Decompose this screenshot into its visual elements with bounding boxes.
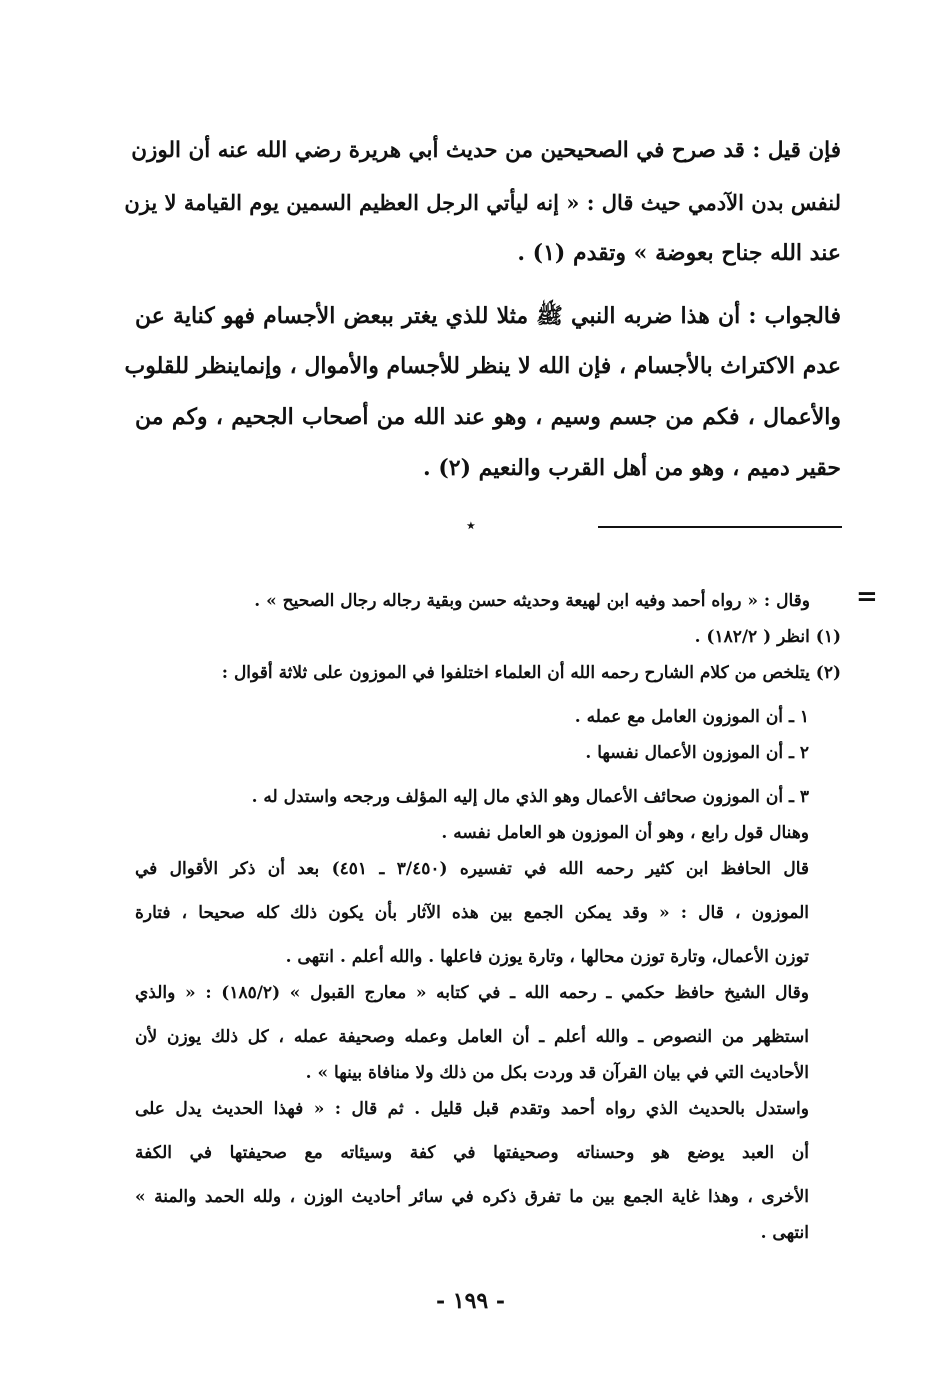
main-line: حقير دميم ، وهو من أهل القرب والنعيم (٢) . (423, 455, 841, 481)
footnote-line: ٣ ـ أن الموزون صحائف الأعمال وهو الذي مال إليه المؤلف ورجحه واستدل له . (251, 787, 809, 807)
footnote-line: وقال الشيخ حافظ حكمي ـ رحمه الله ـ في كتابه « معارج القبول » (١٨٥/٢) : « والذي (135, 983, 809, 1003)
footnote-line: الموزون ، قال : « وقد يمكن الجمع بين هذه الآثار بأن يكون ذلك كله صحيحا ، فتارة (135, 903, 809, 923)
footnote-line: استظهر من النصوص ـ والله أعلم ـ أن العامل وعمله وصحيفة عمله ، كل ذلك يوزن لأن (135, 1027, 809, 1047)
footnote-line: ٢ ـ أن الموزون الأعمال نفسها . (585, 743, 809, 763)
footnote-line: الأخرى ، وهذا غاية الجمع بين ما تفرق ذكره في سائر أحاديث الوزن ، ولله الحمد والمنة » (135, 1187, 809, 1207)
footnote-line: وقال : « رواه أحمد وفيه ابن لهيعة وحديثه حسن وبقية رجاله رجال الصحيح » . (254, 591, 810, 611)
footnote-line: الأحاديث التي في بيان القرآن قد وردت بكل من ذلك ولا منافاة بينها » . (305, 1063, 809, 1083)
main-line: لنفس بدن الآدمي حيث قال : « إنه ليأتي الرجل العظيم السمين يوم القيامة لا يزن (124, 190, 841, 215)
main-line: عند الله جناح بعوضة » وتقدم (١) . (517, 240, 841, 266)
footnote-line: وهنال قول رابع ، وهو أن الموزون هو العامل نفسه . (441, 823, 809, 843)
main-line: فإن قيل : قد صرح في الصحيحين من حديث أبي هريرة رضي الله عنه أن الوزن (131, 138, 841, 163)
divider-star-icon: ٭ (466, 515, 476, 536)
main-line: عدم الاكتراث بالأجسام ، فإن الله لا ينظر للأجسام والأموال ، وإنماينظر للقلوب (124, 353, 841, 379)
footnote-line: واستدل بالحديث الذي رواه أحمد وتقدم قبل قليل . ثم قال : « فهذا الحديث يدل على (135, 1099, 809, 1119)
footnote-line: توزن الأعمال، وتارة توزن محالها ، وتارة يوزن فاعلها . والله أعلم . انتهى . (285, 947, 809, 967)
footnote-line: (١) انظر ( ١٨٢/٢) . (694, 627, 841, 647)
continuation-mark: = (856, 582, 878, 612)
footnote-line: انتهى . (760, 1223, 809, 1243)
footnote-line: (٢) يتلخص من كلام الشارح رحمه الله أن العلماء اختلفوا في الموزون على ثلاثة أقوال : (221, 663, 841, 683)
footnote-separator (598, 526, 842, 528)
page-number: - ١٩٩ - (435, 1288, 506, 1314)
footnote-line: قال الحافظ ابن كثير رحمه الله في تفسيره (٣/٤٥٠ ـ ٤٥١) بعد أن ذكر الأقوال في (135, 859, 809, 879)
main-line: فالجواب : أن هذا ضربه النبي ﷺ مثلا للذي يغتر ببعض الأجسام فهو كناية عن (135, 303, 841, 329)
footnote-line: ١ ـ أن الموزون العامل مع عمله . (574, 707, 809, 727)
footnote-line: أن العبد يوضع هو وحسناته وصحيفتها في كفة وسيئاته مع صحيفتها في الكفة (135, 1143, 809, 1163)
main-line: والأعمال ، فكم من جسم وسيم ، وهو عند الله من أصحاب الجحيم ، وكم من (135, 404, 841, 430)
